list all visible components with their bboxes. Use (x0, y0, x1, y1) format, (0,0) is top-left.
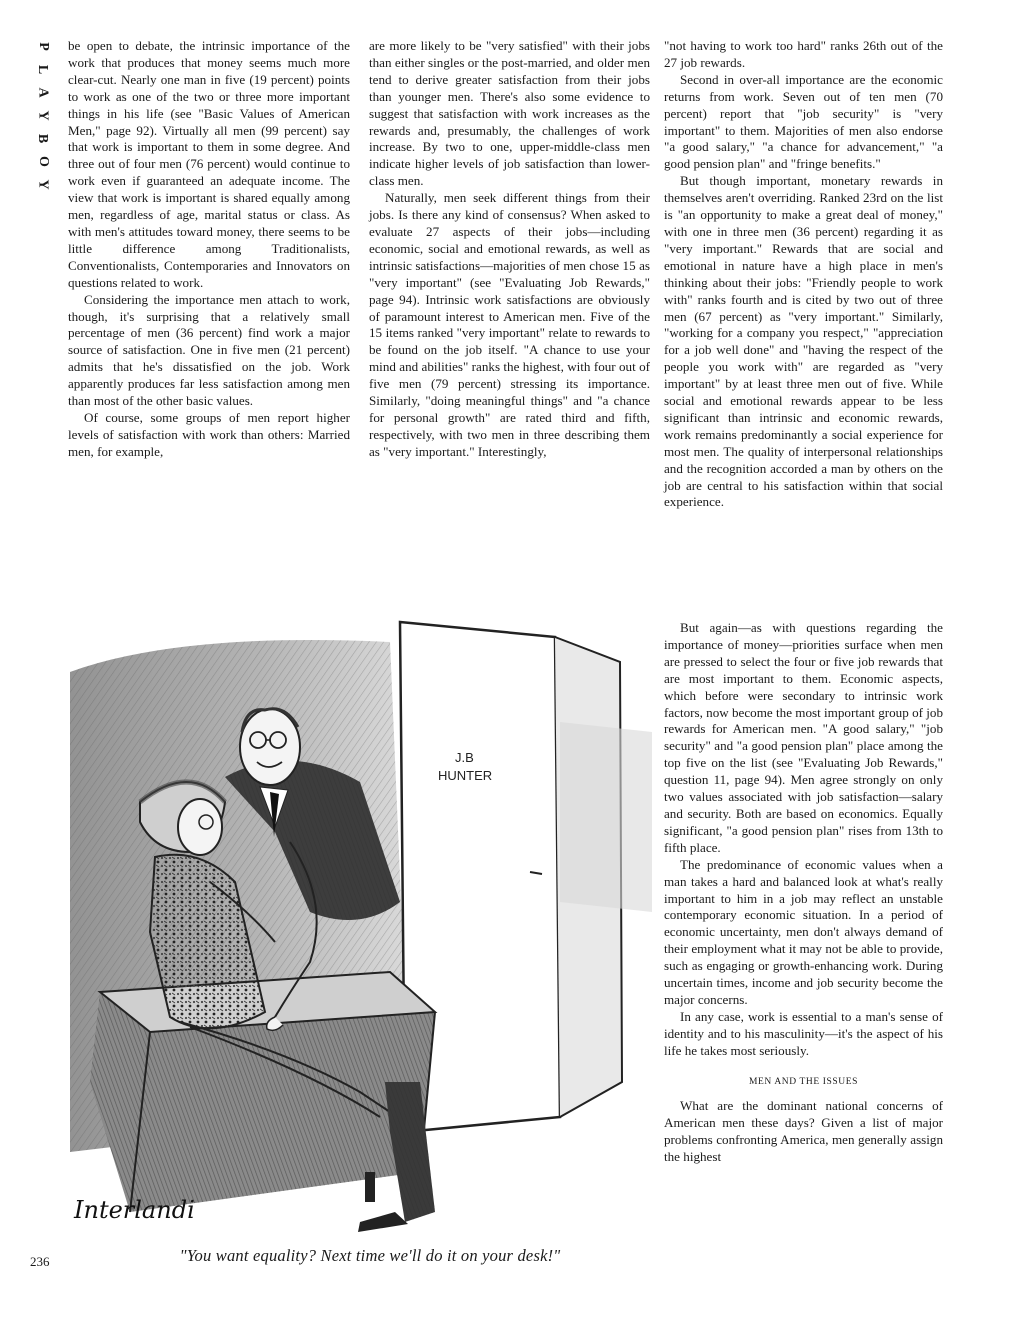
article-column-2 (369, 38, 650, 461)
masthead-letter: A (35, 87, 51, 98)
masthead-letter: Y (35, 110, 51, 121)
page-number: 236 (30, 1254, 50, 1269)
paragraph: In any case, work is essential to a man's sense of identity and to his masculinity—it's the aspect of his life he takes most seriously. (664, 1008, 943, 1058)
door-sign: J.B (455, 750, 474, 765)
paragraph: be open to debate, the intrinsic importance of the work that produces that money seems much more clear-cut. Nearly one man in five (19 percent) points to work as one of the two or three more important things in his life (see "Basic Values of American Men," page 92). Virtually all men (99 percent) say that work is important to them in some degree. And three out of four men (76 percent) would continue to work even if guaranteed an adequate income. The view that work is important is shared equally among men, regardless of age, marital status or class. As with men's attitudes toward money, there seems to be little difference among Traditionalists, Conventionalists, Contemporaries and Innovators on questions related to work. (68, 38, 350, 290)
masthead-letter: Y (35, 179, 51, 190)
paragraph: But though important, monetary rewards in themselves aren't overriding. Ranked 23rd on the list is "an opportunity to make a great deal of money," with one in three men (36 percent) regarding it as "very important." Rewards that are social and emotional in nature have a high place in men's thinking about their jobs: "Friendly people to work with" ranks fourth and is cited by two out of three men (67 percent) as "very important." Similarly, "working for a company you respect," "appreciation for a job well done" and "having the respect of the people you work with" are regarded as "very important" by at least three men out of five. While social and emotional rewards appear to be less significant than intrinsic and economic rewards, work remains predominantly a social experience for most men. The quality of interpersonal relationships and the recognition accorded a man by others on the job are central to his satisfaction within that social experience. (664, 173, 943, 510)
masthead-letter: P (35, 42, 51, 51)
paragraph: What are the dominant national concerns of American men these days? Given a list of major problems confronting America, men generally assign the highest (664, 1098, 943, 1165)
paragraph: The predominance of economic values when a man takes a hard and balanced look at what's really important to him in a job may reflect an unstable contemporary economic situation. In a period of economic uncertainty, men don't always demand of their employment what it may not be able to provide, such as engaging or growth-enhancing work. During uncertain times, income and job security become the major concerns. (664, 856, 943, 1007)
masthead (34, 38, 52, 193)
cartoon-caption: "You want equality? Next time we'll do it on your desk!" (179, 1246, 561, 1265)
office-door (400, 622, 652, 1132)
cartoon-illustration (60, 612, 652, 1242)
paragraph: Considering the importance men attach to work, though, it's surprising that a relatively small percentage of men (36 percent) find work a major source of satisfaction. One in five men (21 percent) admits that he's dissatisfied on the job. Work apparently produces far less satisfaction among men than most of the other basic values. (68, 291, 350, 409)
masthead-letter: B (35, 133, 51, 144)
paragraph: "not having to work too hard" ranks 26th out of the 27 job rewards. (664, 38, 943, 70)
article-column-3-lower (664, 620, 943, 1166)
article-column-3 (664, 38, 943, 511)
paragraph: Naturally, men seek different things from their jobs. Is there any kind of consensus? When asked to evaluate 27 aspects of their jobs—including economic, social and emotional rewards, as well as intrinsic satisfactions—majorities of men chose 15 as "very important" (see "Evaluating Job Rewards," page 94). Intrinsic work satisfactions are obviously of paramount interest to American men. Five of the 15 items ranked "very important" relate to rewards to be found on the job itself. "A chance to use your mind and abilities" ranks the highest, with four out of five men (79 percent) stressing its importance. Similarly, "doing meaningful things" and "a chance for personal growth" are rated third and fifth, respectively, with two men in three describing them as "very important." Interestingly, (369, 190, 650, 459)
masthead-letter: O (35, 156, 51, 167)
masthead-letter: L (35, 64, 51, 75)
paragraph: Second in over-all importance are the economic returns from work. Seven out of ten men (70 percent) report that "job security" is "very important" to them. Majorities of men also endorse "a good salary," "a chance for advancement," "a good pension plan" and "fringe benefits." (664, 71, 943, 172)
paragraph: are more likely to be "very satisfied" with their jobs than either singles or the post-married, and older men tend to derive greater satisfaction from their jobs than younger men. There's also some evidence to suggest that satisfaction with work increases as the rewards and, presumably, the challenges of work increase. By two to one, upper-middle-class men indicate higher levels of job satisfaction than lower-class men. (369, 38, 650, 189)
door-sign: HUNTER (438, 768, 493, 783)
section-heading: MEN AND THE ISSUES (748, 1076, 859, 1087)
paragraph: But again—as with questions regarding the importance of money—priorities surface when men are pressed to select the four or five job rewards that are most important to them. Economic aspects, which before were secondary to intrinsic work factors, now become the most important group of job rewards for American men. "A good salary," "job security" and "a good pension plan" place among the top five on the list (see "Evaluating Job Rewards," question 11, page 94). Men agree strongly on only two values associated with job satisfaction—salary and security. Both are based on economics. Equally significant, "a good pension plan" rises from 13th to fifth place. (664, 620, 943, 855)
artist-signature: Interlandi (74, 1196, 195, 1224)
paragraph: Of course, some groups of men report higher levels of satisfaction with work than others: Married men, for example, (68, 409, 350, 459)
article-column-1 (68, 38, 350, 461)
